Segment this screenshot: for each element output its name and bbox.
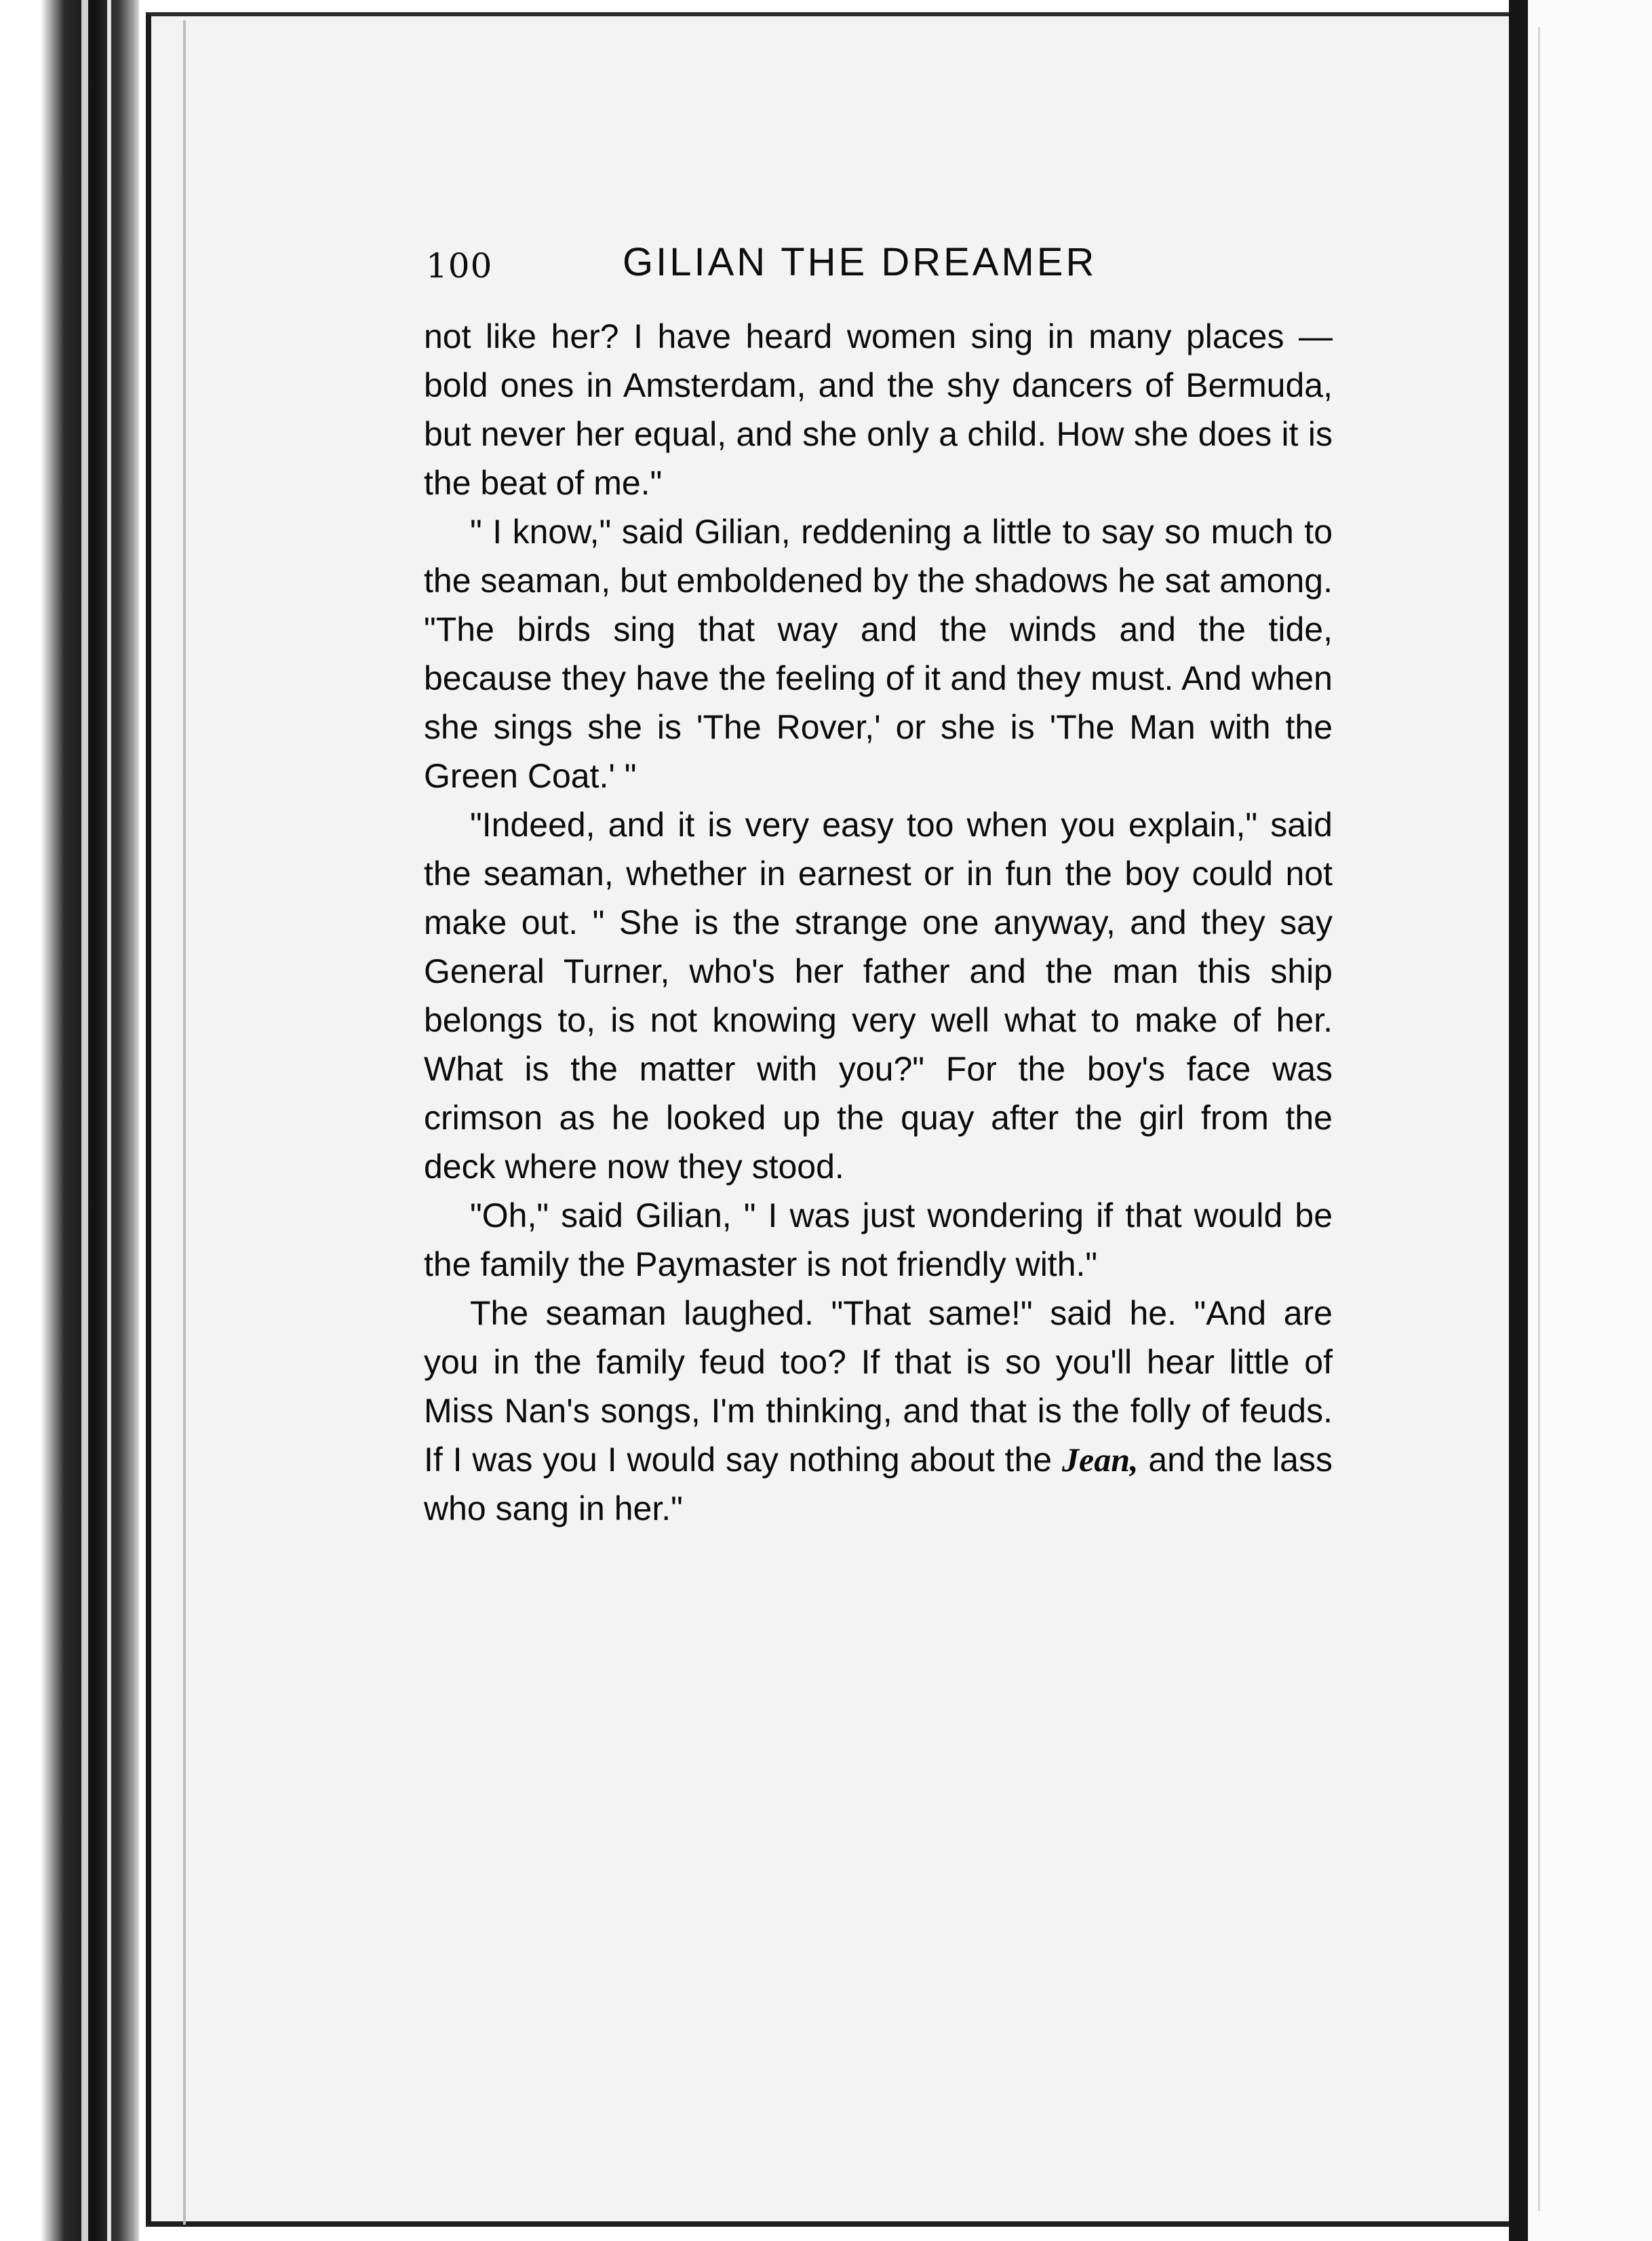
ship-name-italic: Jean, bbox=[1062, 1441, 1139, 1479]
paragraph: "Oh," said Gilian, " I was just wondering if that would be the family the Paymaster is not friendly with." bbox=[424, 1196, 1333, 1283]
binding-highlight bbox=[81, 0, 88, 2241]
page-inner-edge bbox=[183, 20, 186, 2225]
paragraph: " I know," said Gilian, reddening a little to say so much to the seaman, but emboldened by the shadows he sat among. "The birds sing that way and the winds and the tide, because they have the feeling of it and they must. And when she sings she is 'The Rover,' or she is 'The Man with the Green Coat.' " bbox=[424, 513, 1333, 795]
book-binding-edge bbox=[0, 0, 139, 2241]
paragraph: not like her? I have heard women sing in many places — bold ones in Amsterdam, and the shy dancers of Bermuda, but never her equal, and she only a child. How she does it is the beat of me." bbox=[424, 317, 1333, 502]
paragraph-text: The seaman laughed. "That same!" said he. "And are you in the family feud too? If that is so you'll hear little of Miss Nan's songs, I'm thinking, and that is the folly of feuds. If I was you I would say nothing about the bbox=[424, 1294, 1333, 1479]
running-header bbox=[426, 234, 1362, 295]
paragraph-last bbox=[424, 1289, 1333, 1533]
page-number: 100 bbox=[426, 246, 493, 286]
adjacent-page-edge bbox=[1538, 27, 1540, 2211]
page-right-edge bbox=[1509, 0, 1528, 2241]
paragraph-text: and the lass who sang in her." bbox=[424, 1441, 1333, 1527]
binding-highlight bbox=[107, 0, 111, 2241]
running-title: GILIAN THE DREAMER bbox=[623, 240, 1097, 284]
body-text bbox=[424, 312, 1333, 1533]
paragraph: "Indeed, and it is very easy too when you explain," said the seaman, whether in earnest or in fun the boy could not make out. " She is the strange one anyway, and they say General Turner, who's her father and the man this ship belongs to, is not knowing very well what to make of her. What is the matter with you?" For the boy's face was crimson as he looked up the quay after the girl from the deck where now they stood. bbox=[424, 806, 1333, 1186]
adjacent-page-sliver bbox=[1528, 0, 1652, 2241]
